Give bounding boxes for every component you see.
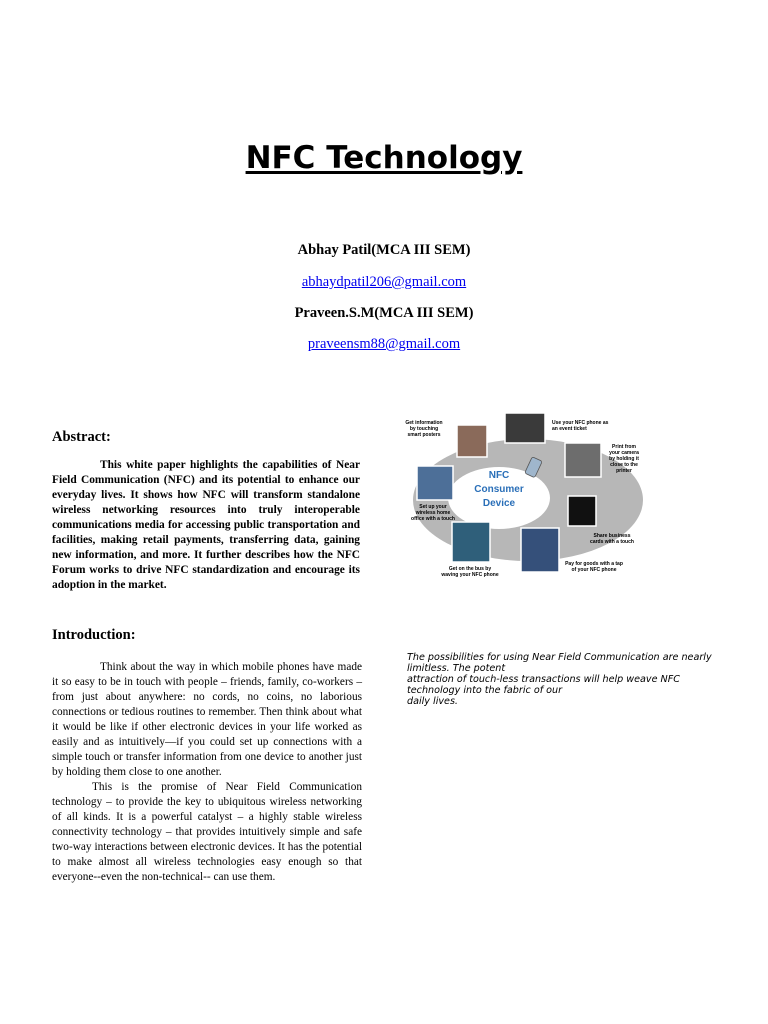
label-print-camera: by holding it (609, 456, 639, 462)
paper-title-text: NFC Technology (245, 140, 523, 176)
author-2-email-line (0, 336, 768, 353)
paper-title (0, 140, 768, 176)
abstract-heading: Abstract: (52, 429, 111, 445)
introduction-paragraph: This is the promise of Near Field Communication technology – to provide the key to ubiquitous wireless networking of all kinds. It is a powerful catalyst – a highly stable wireless connectivity technology – that provides intuitively simple and safe two-way interactions between electronic devices. It has the potential to make almost all wireless technologies easy enough so that everyone--even the non-technical-- can use them. (52, 781, 362, 883)
abstract-body: This white paper highlights the capabilities of Near Field Communication (NFC) and its potential to enhance our everyday lives. It shows how NFC will transform standalone wireless networking resources into truly interoperable communications media for accessing public transportation and facilities, making retail payments, transferring data, gaining new information, and more. It further describes how the NFC Forum works to drive NFC standardization and encourage its adoption in the market. (52, 459, 360, 591)
label-smart-posters: Get information (405, 420, 443, 426)
author-1-name: Abhay Patil(MCA III SEM) (297, 242, 471, 258)
label-bus: Get on the bus by (448, 566, 492, 572)
label-print-camera: Print from (612, 444, 636, 450)
home-office-photo (417, 466, 453, 500)
introduction-heading: Introduction: (52, 627, 136, 643)
nfc-uses-diagram (404, 410, 649, 582)
caption-line: The possibilities for using Near Field Communication are nearly (407, 652, 712, 663)
label-bus: waving your NFC phone (441, 572, 499, 578)
author-2-email-link[interactable]: praveensm88@gmail.com (307, 336, 461, 352)
label-wireless-office: Set up your (419, 504, 447, 510)
bus-photo (452, 522, 490, 562)
label-event-ticket: an event ticket (552, 426, 587, 432)
label-wireless-office: office with a touch (411, 516, 455, 522)
smart-poster-photo (457, 425, 487, 457)
label-print-camera: close to the (610, 462, 638, 468)
caption-line: attraction of touch-less transactions will help weave NFC (407, 674, 680, 685)
label-business-cards: Share business (593, 533, 631, 539)
label-print-camera: printer (616, 468, 632, 474)
caption-line: technology into the fabric of our (407, 685, 563, 696)
caption-line: limitless. The potent (407, 663, 506, 674)
center-label-line: Device (482, 498, 516, 509)
label-business-cards: cards with a touch (590, 539, 634, 545)
label-print-camera: your camera (609, 450, 639, 456)
introduction-body (52, 660, 362, 885)
author-1-email-link[interactable]: abhaydpatil206@gmail.com (301, 274, 467, 290)
caption-line: daily lives. (407, 696, 458, 707)
business-card-photo (568, 496, 596, 526)
label-event-ticket: Use your NFC phone as (552, 420, 609, 426)
label-smart-posters: smart posters (407, 432, 441, 438)
label-pay-goods: Pay for goods with a tap (565, 561, 623, 567)
center-label-line: NFC (488, 470, 510, 481)
printer-photo (565, 443, 601, 477)
center-label-line: Consumer (474, 484, 524, 495)
label-pay-goods: of your NFC phone (571, 567, 617, 573)
author-1-email-line (0, 274, 768, 291)
author-2-name: Praveen.S.M(MCA III SEM) (294, 305, 474, 321)
event-ticket-photo (505, 413, 545, 443)
figure-caption (407, 652, 712, 707)
label-smart-posters: by touching (409, 426, 439, 432)
label-wireless-office: wireless home (415, 510, 451, 516)
store-photo (521, 528, 559, 572)
introduction-paragraph: Think about the way in which mobile phones have made it so easy to be in touch with people – friends, family, co-workers – from just about anywhere: no cords, no coins, no laborious connections or tedious routines to remember. Then think about what it would be like if other electronic devices in your life worked as easily and as intuitively—if you could set up connections with a simple touch or transfer information from one device to another just by holding them close to one another. (52, 661, 362, 778)
